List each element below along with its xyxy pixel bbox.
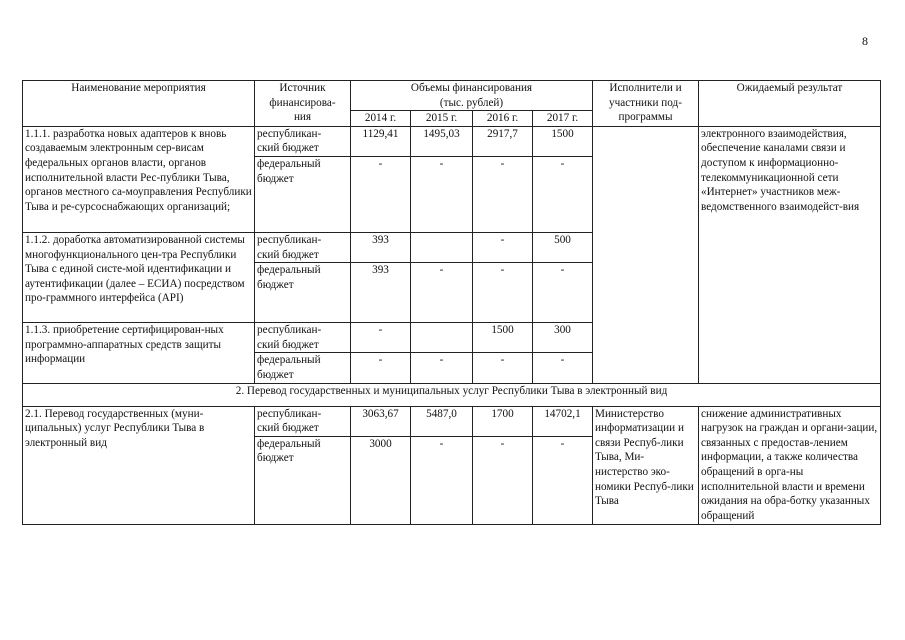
value-cell: 1700 — [473, 406, 533, 436]
value-cell: 3063,67 — [351, 406, 411, 436]
value-cell: 3000 — [351, 436, 411, 524]
source-cell: республикан- ский бюджет — [255, 323, 351, 353]
table-row — [23, 406, 881, 436]
value-cell: 1495,03 — [411, 126, 473, 156]
header-year-2016: 2016 г. — [473, 111, 533, 127]
section-row — [23, 383, 881, 406]
executors-cell: Министерство информатизации и связи Респуб-лики Тыва, Ми-нистерство эко-номики Респуб-лики Тыва — [593, 406, 699, 524]
source-cell: федеральный бюджет — [255, 263, 351, 323]
source-cell: республикан- ский бюджет — [255, 406, 351, 436]
header-name: Наименование мероприятия — [23, 81, 255, 127]
value-cell: 500 — [533, 232, 593, 262]
executors-cell — [593, 126, 699, 383]
value-cell: 5487,0 — [411, 406, 473, 436]
value-cell: 2917,7 — [473, 126, 533, 156]
value-cell: 1500 — [473, 323, 533, 353]
source-cell: республикан- ский бюджет — [255, 232, 351, 262]
value-cell — [411, 232, 473, 262]
result-cell: электронного взаимодействия, обеспечение каналами связи и доступом к информационно-телекоммуникационной сети «Интернет» участников меж-ведомственного взаимодейст-вия — [699, 126, 881, 383]
item-name: 1.1.2. доработка автоматизированной системы многофункционального цен-тра Республики Тыва с единой систе-мой идентификации и аутентификации (далее – ЕСИА) посредством про-граммного интерфейса (API) — [23, 232, 255, 322]
value-cell: 1129,41 — [351, 126, 411, 156]
item-name: 1.1.3. приобретение сертифицирован-ных программно-аппаратных средств защиты информации — [23, 323, 255, 383]
header-result: Ожидаемый результат — [699, 81, 881, 127]
value-cell — [411, 323, 473, 353]
item-name: 2.1. Перевод государственных (муни-ципальных) услуг Республики Тыва в электронный вид — [23, 406, 255, 524]
value-cell: - — [351, 353, 411, 383]
value-cell: 393 — [351, 263, 411, 323]
value-cell: 393 — [351, 232, 411, 262]
value-cell: - — [473, 436, 533, 524]
result-cell: снижение административных нагрузок на граждан и органи-зации, связанных с предостав-лением информации, а также количества обращений в орга-ны исполнительной власти и времени ожидания на обра-ботку указанных обращений — [699, 406, 881, 524]
header-year-2015: 2015 г. — [411, 111, 473, 127]
financing-table — [22, 80, 881, 525]
header-volumes: Объемы финансирования (тыс. рублей) — [351, 81, 593, 111]
value-cell: - — [351, 323, 411, 353]
item-name: 1.1.1. разработка новых адаптеров к вновь создаваемым электронным сер-висам федеральных органов власти, органов исполнительной власти Рес-публики Тыва, органов местного са-моуправления Республики Тыва и ре-сурсоснабжающих организаций; — [23, 126, 255, 232]
source-cell: республикан- ский бюджет — [255, 126, 351, 156]
header-year-2017: 2017 г. — [533, 111, 593, 127]
header-row-1 — [23, 81, 881, 111]
value-cell: - — [533, 353, 593, 383]
source-cell: федеральный бюджет — [255, 156, 351, 232]
header-executors: Исполнители и участники под- программы — [593, 81, 699, 127]
value-cell: - — [533, 263, 593, 323]
value-cell: - — [411, 156, 473, 232]
value-cell: - — [411, 353, 473, 383]
value-cell: - — [473, 156, 533, 232]
value-cell: - — [351, 156, 411, 232]
page-number: 8 — [862, 34, 868, 48]
value-cell: 1500 — [533, 126, 593, 156]
header-year-2014: 2014 г. — [351, 111, 411, 127]
value-cell: - — [473, 263, 533, 323]
value-cell: - — [411, 436, 473, 524]
section-2-title: 2. Перевод государственных и муниципальных услуг Республики Тыва в электронный вид — [23, 383, 881, 406]
header-source: Источник финансирова- ния — [255, 81, 351, 127]
source-cell: федеральный бюджет — [255, 436, 351, 524]
value-cell: - — [533, 156, 593, 232]
value-cell: - — [473, 353, 533, 383]
value-cell: - — [411, 263, 473, 323]
value-cell: - — [473, 232, 533, 262]
table-row — [23, 126, 881, 156]
source-cell: федеральный бюджет — [255, 353, 351, 383]
value-cell: - — [533, 436, 593, 524]
value-cell: 300 — [533, 323, 593, 353]
value-cell: 14702,1 — [533, 406, 593, 436]
